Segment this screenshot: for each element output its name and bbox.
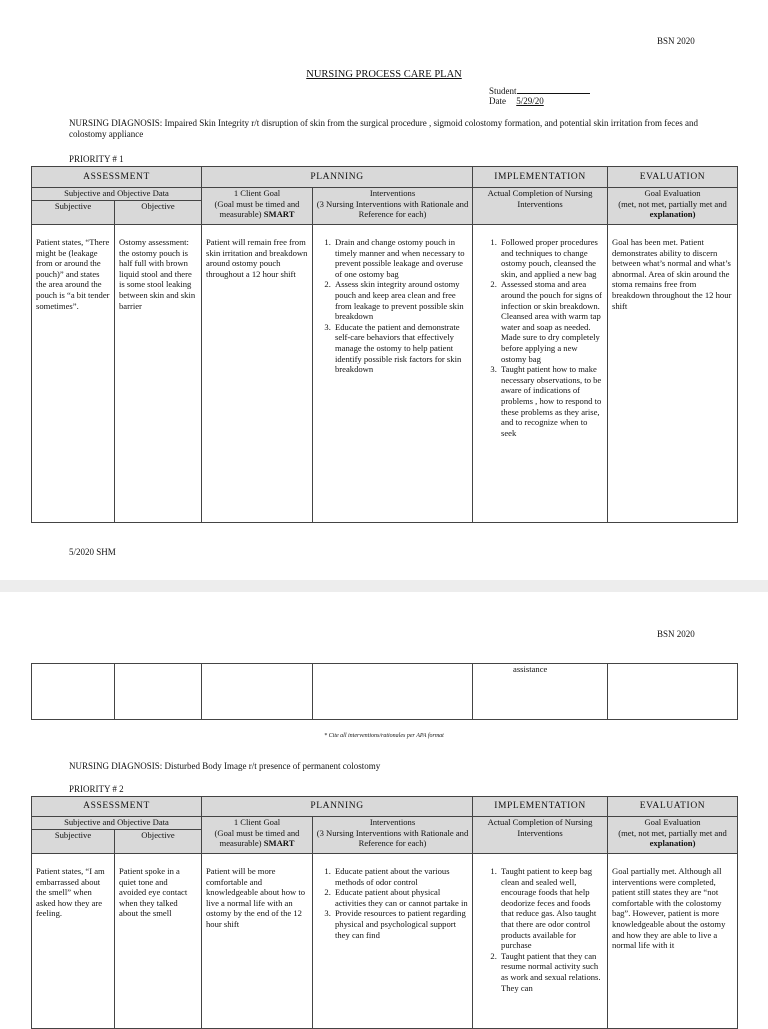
header-implementation: IMPLEMENTATION — [473, 797, 608, 817]
goal-smart: SMART — [263, 209, 295, 220]
goal-eval-explanation: explanation) — [649, 209, 696, 220]
header-goal-evaluation — [608, 817, 738, 854]
goal-rule: (Goal must be timed and measurable) — [214, 827, 300, 849]
objective-cell-2: Patient spoke in a quiet tone and avoided eye contact when they talked about the smell — [115, 854, 202, 1029]
page-footer: 5/2020 SHM — [69, 547, 116, 557]
continuation-cell — [202, 664, 313, 720]
implementation-list-1 — [483, 237, 603, 438]
continuation-implementation-cell: assistance — [473, 664, 608, 720]
implementation-item: 3. Taught patient how to make necessary observations, to be aware of indications of problems , how to respond to these problems as they arise, and to recognize when to seek — [499, 364, 603, 438]
student-label: Student — [489, 86, 517, 96]
goal-cell-2: Patient will be more comfortable and knowledgeable about how to live a normal life with an ostomy by the end of the 12 hour shift — [202, 854, 313, 1029]
intervention-item: 1. Educate patient about the various methods of odor control — [333, 866, 468, 887]
interventions-heading: Interventions — [369, 817, 416, 827]
header-subj-obj-data: Subjective and Objective Data — [32, 817, 202, 830]
care-plan-table-1 — [31, 166, 738, 523]
header-client-goal — [202, 188, 313, 225]
continuation-cell — [313, 664, 473, 720]
date-label: Date — [489, 96, 506, 106]
diagnosis-text: Disturbed Body Image r/t presence of permanent colostomy — [162, 761, 381, 771]
continuation-cell — [608, 664, 738, 720]
diagnosis-label: NURSING DIAGNOSIS: — [69, 118, 163, 128]
page-header-code-2: BSN 2020 — [657, 629, 695, 639]
goal-eval-heading: Goal Evaluation — [644, 188, 701, 198]
evaluation-cell-2: Goal partially met. Although all interventions were completed, patient still states they are “not comfortable with the colostomy bag”. However, patient is more knowledgeable about the ostomy and how they are able to live a normal life with it — [608, 854, 738, 1029]
page-title: NURSING PROCESS CARE PLAN — [306, 69, 462, 80]
subjective-cell-2: Patient states, “I am embarrassed about the smell” when asked how they are feeling. — [32, 854, 115, 1029]
priority-1: PRIORITY # 1 — [69, 154, 124, 164]
goal-eval-heading: Goal Evaluation — [644, 817, 701, 827]
implementation-item: 2. Assessed stoma and area around the pouch for signs of infection or skin breakdown. Cleansed area with warm tap water and soap as needed. Made sure to dry completely before applying a new ostomy bag — [499, 279, 603, 364]
interventions-list-2 — [317, 866, 468, 940]
intervention-item: 3. Provide resources to patient regarding physical and psychological support they can find — [333, 908, 468, 940]
interventions-heading: Interventions — [369, 188, 416, 198]
implementation-cell-2 — [473, 854, 608, 1029]
nursing-diagnosis-2 — [69, 761, 709, 772]
interventions-cell-2 — [313, 854, 473, 1029]
date-field — [489, 96, 554, 107]
header-client-goal — [202, 817, 313, 854]
apa-footnote: * Cite all interventions/rationales per APA format — [324, 733, 444, 739]
implementation-cell-1 — [473, 225, 608, 523]
intervention-item: 2. Educate patient about physical activities they can or cannot partake in — [333, 887, 468, 908]
header-evaluation: EVALUATION — [608, 167, 738, 188]
header-objective: Objective — [115, 201, 202, 225]
goal-heading: 1 Client Goal — [233, 188, 281, 198]
diagnosis-label: NURSING DIAGNOSIS: — [69, 761, 163, 771]
header-actual-completion: Actual Completion of Nursing Interventions — [473, 188, 608, 225]
intervention-item: 1. Drain and change ostomy pouch in timely manner and when necessary to prevent possible leakage and overuse of one ostomy bag — [333, 237, 468, 279]
care-plan-table-2 — [31, 796, 738, 1029]
header-interventions — [313, 817, 473, 854]
header-interventions — [313, 188, 473, 225]
goal-smart: SMART — [263, 838, 295, 849]
interventions-subheading: (3 Nursing Interventions with Rationale and Reference for each) — [316, 827, 469, 849]
implementation-item: 1. Taught patient to keep bag clean and sealed well, encourage foods that help deodorize feces and foods that reduce gas. Also taught that there are odor control products available for purchase — [499, 866, 603, 951]
goal-rule: (Goal must be timed and measurable) — [214, 198, 300, 220]
goal-eval-options: (met, not met, partially met and — [618, 827, 727, 838]
continuation-cell — [115, 664, 202, 720]
continuation-cell — [32, 664, 115, 720]
subjective-cell-1: Patient states, “There might be (leakage from or around the pouch)” and states the area around the pouch is “a bit tender sometimes”. — [32, 225, 115, 523]
header-planning: PLANNING — [202, 797, 473, 817]
goal-heading: 1 Client Goal — [233, 817, 281, 827]
goal-subheading — [202, 199, 312, 220]
header-evaluation: EVALUATION — [608, 797, 738, 817]
goal-eval-subheading — [608, 199, 737, 220]
student-blank — [517, 84, 590, 94]
intervention-item: 3. Educate the patient and demonstrate self-care behaviors that effectively manage the ostomy to help patient identify possible risk factors for skin breakdown — [333, 322, 468, 375]
header-subj-obj-data: Subjective and Objective Data — [32, 188, 202, 201]
interventions-subheading: (3 Nursing Interventions with Rationale and Reference for each) — [316, 198, 469, 220]
header-planning: PLANNING — [202, 167, 473, 188]
priority-2: PRIORITY # 2 — [69, 784, 124, 794]
page-break — [0, 580, 768, 592]
implementation-item: 2. Taught patient that they can resume normal activity such as work and sexual relations. They can — [499, 951, 603, 993]
nursing-diagnosis-1 — [69, 118, 709, 139]
header-assessment: ASSESSMENT — [32, 797, 202, 817]
care-plan-continuation-table — [31, 663, 738, 720]
goal-eval-explanation: explanation) — [649, 838, 696, 849]
evaluation-cell-1: Goal has been met. Patient demonstrates ability to discern between what’s normal and what’s abnormal. Area of skin around the stoma remains free from breakdown throughout the 12 hour shift — [608, 225, 738, 523]
header-subjective: Subjective — [32, 201, 115, 225]
header-subjective: Subjective — [32, 830, 115, 854]
header-implementation: IMPLEMENTATION — [473, 167, 608, 188]
implementation-list-2 — [483, 866, 603, 993]
implementation-item: 1. Followed proper procedures and techniques to change ostomy pouch, cleansed the skin, and applied a new bag — [499, 237, 603, 279]
interventions-list-1 — [317, 237, 468, 375]
date-value: 5/29/20 — [516, 96, 544, 106]
objective-cell-1: Ostomy assessment: the ostomy pouch is half full with brown liquid stool and there is some stool leaking between skin and skin barrier — [115, 225, 202, 523]
header-actual-completion: Actual Completion of Nursing Interventions — [473, 817, 608, 854]
header-assessment: ASSESSMENT — [32, 167, 202, 188]
header-goal-evaluation — [608, 188, 738, 225]
interventions-cell-1 — [313, 225, 473, 523]
diagnosis-text: Impaired Skin Integrity r/t disruption of skin from the surgical procedure , sigmoid colostomy formation, and potential skin irritation from feces and colostomy appliance — [69, 118, 698, 139]
intervention-item: 2. Assess skin integrity around ostomy pouch and keep area clean and free from leakage to prevent possible skin breakdown — [333, 279, 468, 321]
header-objective: Objective — [115, 830, 202, 854]
goal-eval-subheading — [608, 828, 737, 849]
student-field — [489, 84, 590, 97]
goal-eval-options: (met, not met, partially met and — [618, 198, 727, 209]
goal-cell-1: Patient will remain free from skin irritation and breakdown around ostomy pouch throughout a 12 hour shift — [202, 225, 313, 523]
goal-subheading — [202, 828, 312, 849]
page-header-code: BSN 2020 — [657, 36, 695, 46]
